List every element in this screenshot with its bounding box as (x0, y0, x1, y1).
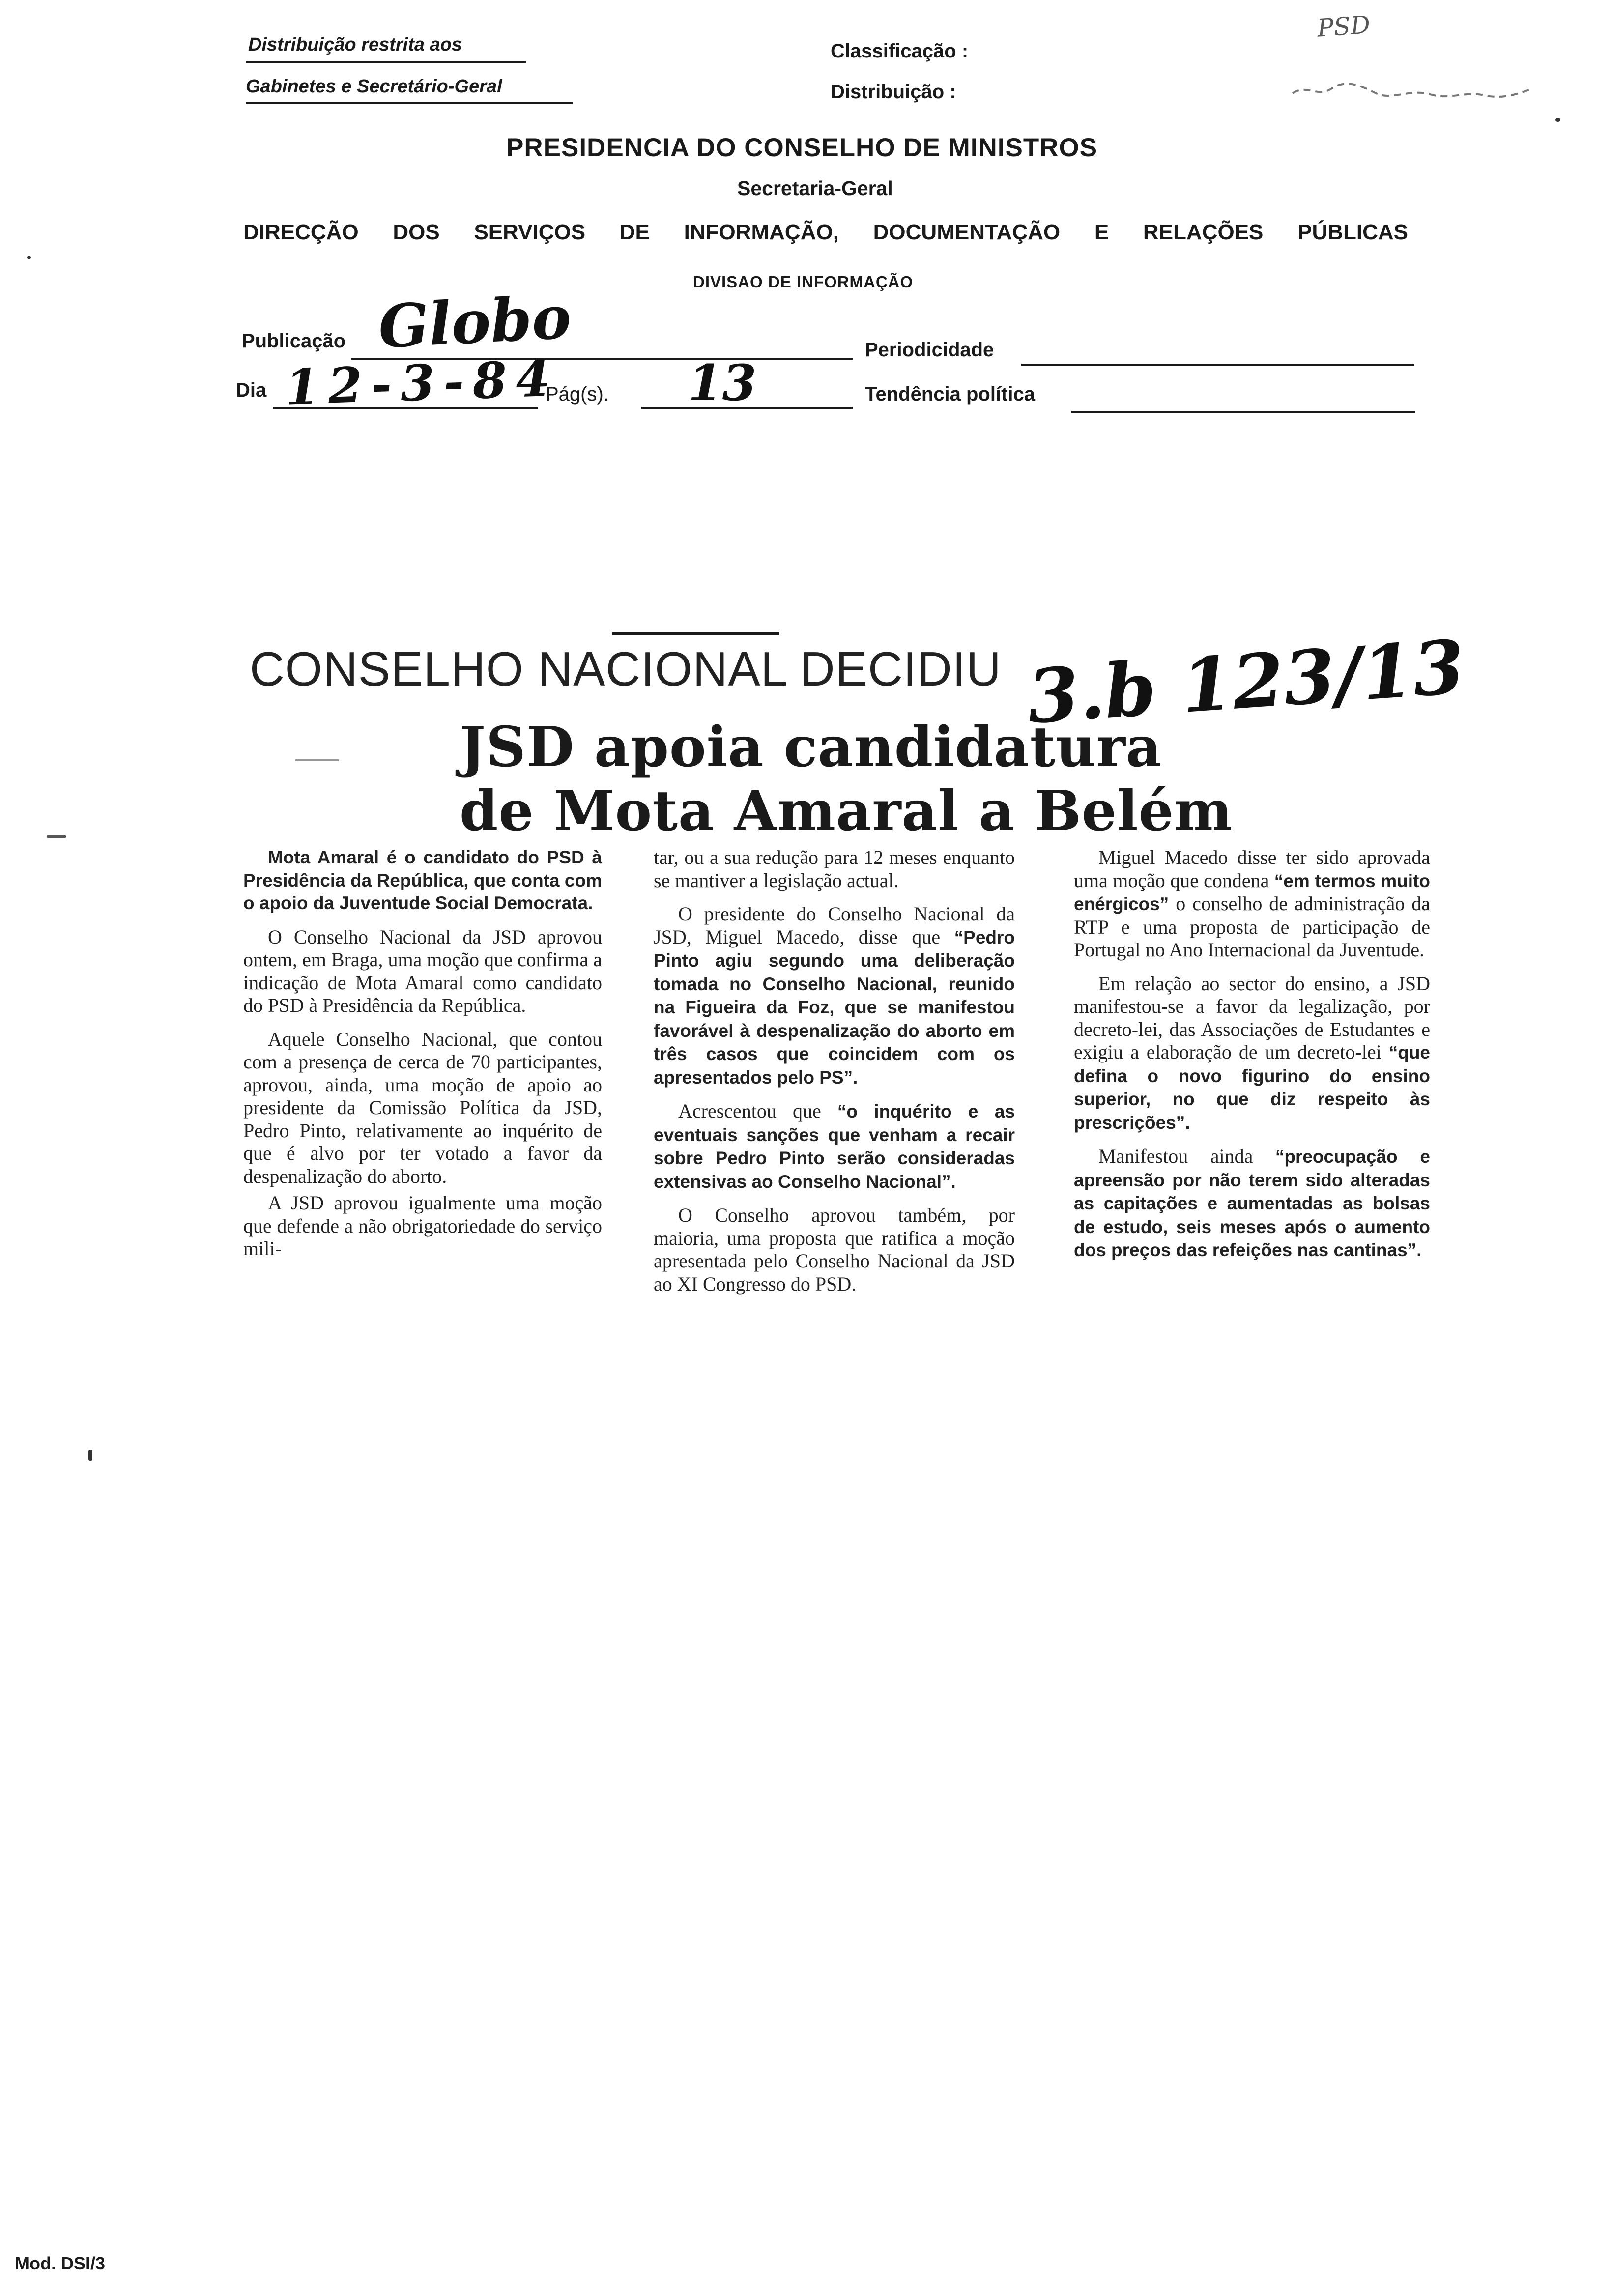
scan-speck (295, 759, 339, 761)
division-title: DIVISAO DE INFORMAÇÃO (693, 273, 914, 291)
organization-title: PRESIDENCIA DO CONSELHO DE MINISTROS (506, 133, 1098, 162)
col3-paragraph-2 (1074, 973, 1430, 1135)
col3-p3-quote: “preocupação e apreensão por não terem sido alteradas as capitações e aumentadas as bolsas de estudo, seis meses após o aumento dos preços das refeições nas cantinas”. (1074, 1147, 1431, 1260)
col2-paragraph-2 (654, 1100, 1015, 1193)
publication-value: Globo (376, 282, 573, 362)
article-lead: Mota Amaral é o candidato do PSD à Presidência da República, que conta com o apoio da Juventude Social Democrata. (243, 847, 602, 913)
restricted-distribution-line1: Distribuição restrita aos (248, 34, 462, 55)
col3-paragraph-1 (1074, 846, 1430, 962)
article-headline-line1: JSD apoia candidatura (460, 715, 1162, 779)
article-column-2 (654, 846, 1015, 1306)
handwritten-reference: 3.b 123/13 (1024, 624, 1468, 741)
col2-p2-quote: “o inquérito e as eventuais sanções que venham a recair sobre Pedro Pinto serão consideradas extensivas ao Conselho Nacional”. (654, 1101, 1015, 1192)
day-value: 12-3-84 (284, 349, 560, 417)
article-column-3 (1074, 846, 1430, 1273)
restricted-underline-1 (246, 61, 526, 63)
col1-paragraph-1: O Conselho Nacional da JSD aprovou ontem, em Braga, uma moção que confirma a indicação de Mota Amaral como candidato do PSD à Presidência da República. (243, 925, 602, 1016)
distribution-label: Distribuição : (831, 81, 956, 103)
publication-label: Publicação (242, 330, 346, 352)
col3-p1-quote: “em termos muito enérgicos” (1074, 870, 1430, 914)
col2-paragraph-1 (654, 903, 1015, 1089)
col2-paragraph-0: tar, ou a sua redução para 12 meses enquanto se mantiver a legislação actual. (654, 846, 1015, 891)
political-tendency-line (1071, 411, 1415, 413)
scan-speck (88, 1450, 92, 1461)
restricted-distribution-line2: Gabinetes e Secretário-Geral (246, 76, 502, 97)
classification-label: Classificação : (831, 40, 969, 62)
scan-speck (1555, 118, 1560, 122)
col1-paragraph-3: A JSD aprovou igualmente uma moção que defende a não obrigatoriedade do serviço mili- (243, 1192, 602, 1260)
col3-p2-text: Em relação ao sector do ensino, a JSD manifestou-se a favor da legalização, por decreto-lei, das Associações de Estudantes e exigiu a elaboração de um decreto-lei (1074, 972, 1430, 1063)
col3-p2-quote: “que defina o novo figurino do ensino superior, no que diz respeito às prescrições”. (1074, 1042, 1430, 1133)
secretariat-title: Secretaria-Geral (737, 177, 893, 200)
scan-speck (27, 256, 31, 259)
col2-p2-text: Acrescentou que (678, 1100, 821, 1122)
political-tendency-label: Tendência política (865, 383, 1035, 405)
col3-p1-end: o conselho de administração da RTP e uma proposta de participação de Portugal no Ano Internacional da Juventude. (1074, 892, 1430, 961)
pages-value: 13 (688, 354, 757, 412)
article-kicker: CONSELHO NACIONAL DECIDIU (250, 642, 1002, 696)
kicker-top-rule (612, 632, 779, 635)
article-column-1 (243, 846, 602, 1271)
day-label: Dia (236, 379, 267, 401)
handwritten-top-right: PSD (1316, 10, 1371, 43)
col1-paragraph-2: Aquele Conselho Nacional, que contou com a presença de cerca de 70 participantes, aprovou, ainda, uma moção de apoio ao presidente da Comissão Política da JSD, Pedro Pinto, relativamente ao inquérito de que é alvo por ter votado a favor da despenalização do aborto. (243, 1028, 602, 1187)
col3-paragraph-3 (1074, 1145, 1430, 1262)
periodicity-line (1021, 364, 1414, 366)
handwritten-scribble (1288, 74, 1543, 103)
col2-p1-quote: “Pedro Pinto agiu segundo uma deliberação tomada no Conselho Nacional, reunido na Figueira da Foz, que se manifestou favorável à despenalização do aborto em três casos que coincidem com os apresentados pelo PS”. (654, 927, 1015, 1088)
model-code: Mod. DSI/3 (15, 2253, 106, 2273)
pages-label: Pág(s). (546, 383, 609, 405)
col3-p3-text: Manifestou ainda (1098, 1145, 1253, 1167)
scan-speck (47, 835, 66, 838)
col2-p1-text: O presidente do Conselho Nacional da JSD, Miguel Macedo, disse que (654, 903, 1015, 948)
col3-p1-text: Miguel Macedo disse ter sido aprovada uma moção que condena (1074, 846, 1430, 891)
col2-paragraph-3: O Conselho aprovou também, por maioria, uma proposta que ratifica a moção apresentada pelo Conselho Nacional da JSD ao XI Congresso do PSD. (654, 1204, 1015, 1295)
article-headline-line2: de Mota Amaral a Belém (460, 779, 1233, 843)
restricted-underline-2 (246, 102, 573, 104)
periodicity-label: Periodicidade (865, 339, 994, 361)
directorate-title: DIRECÇÃO DOS SERVIÇOS DE INFORMAÇÃO, DOCUMENTAÇÃO E RELAÇÕES PÚBLICAS (243, 220, 1408, 244)
